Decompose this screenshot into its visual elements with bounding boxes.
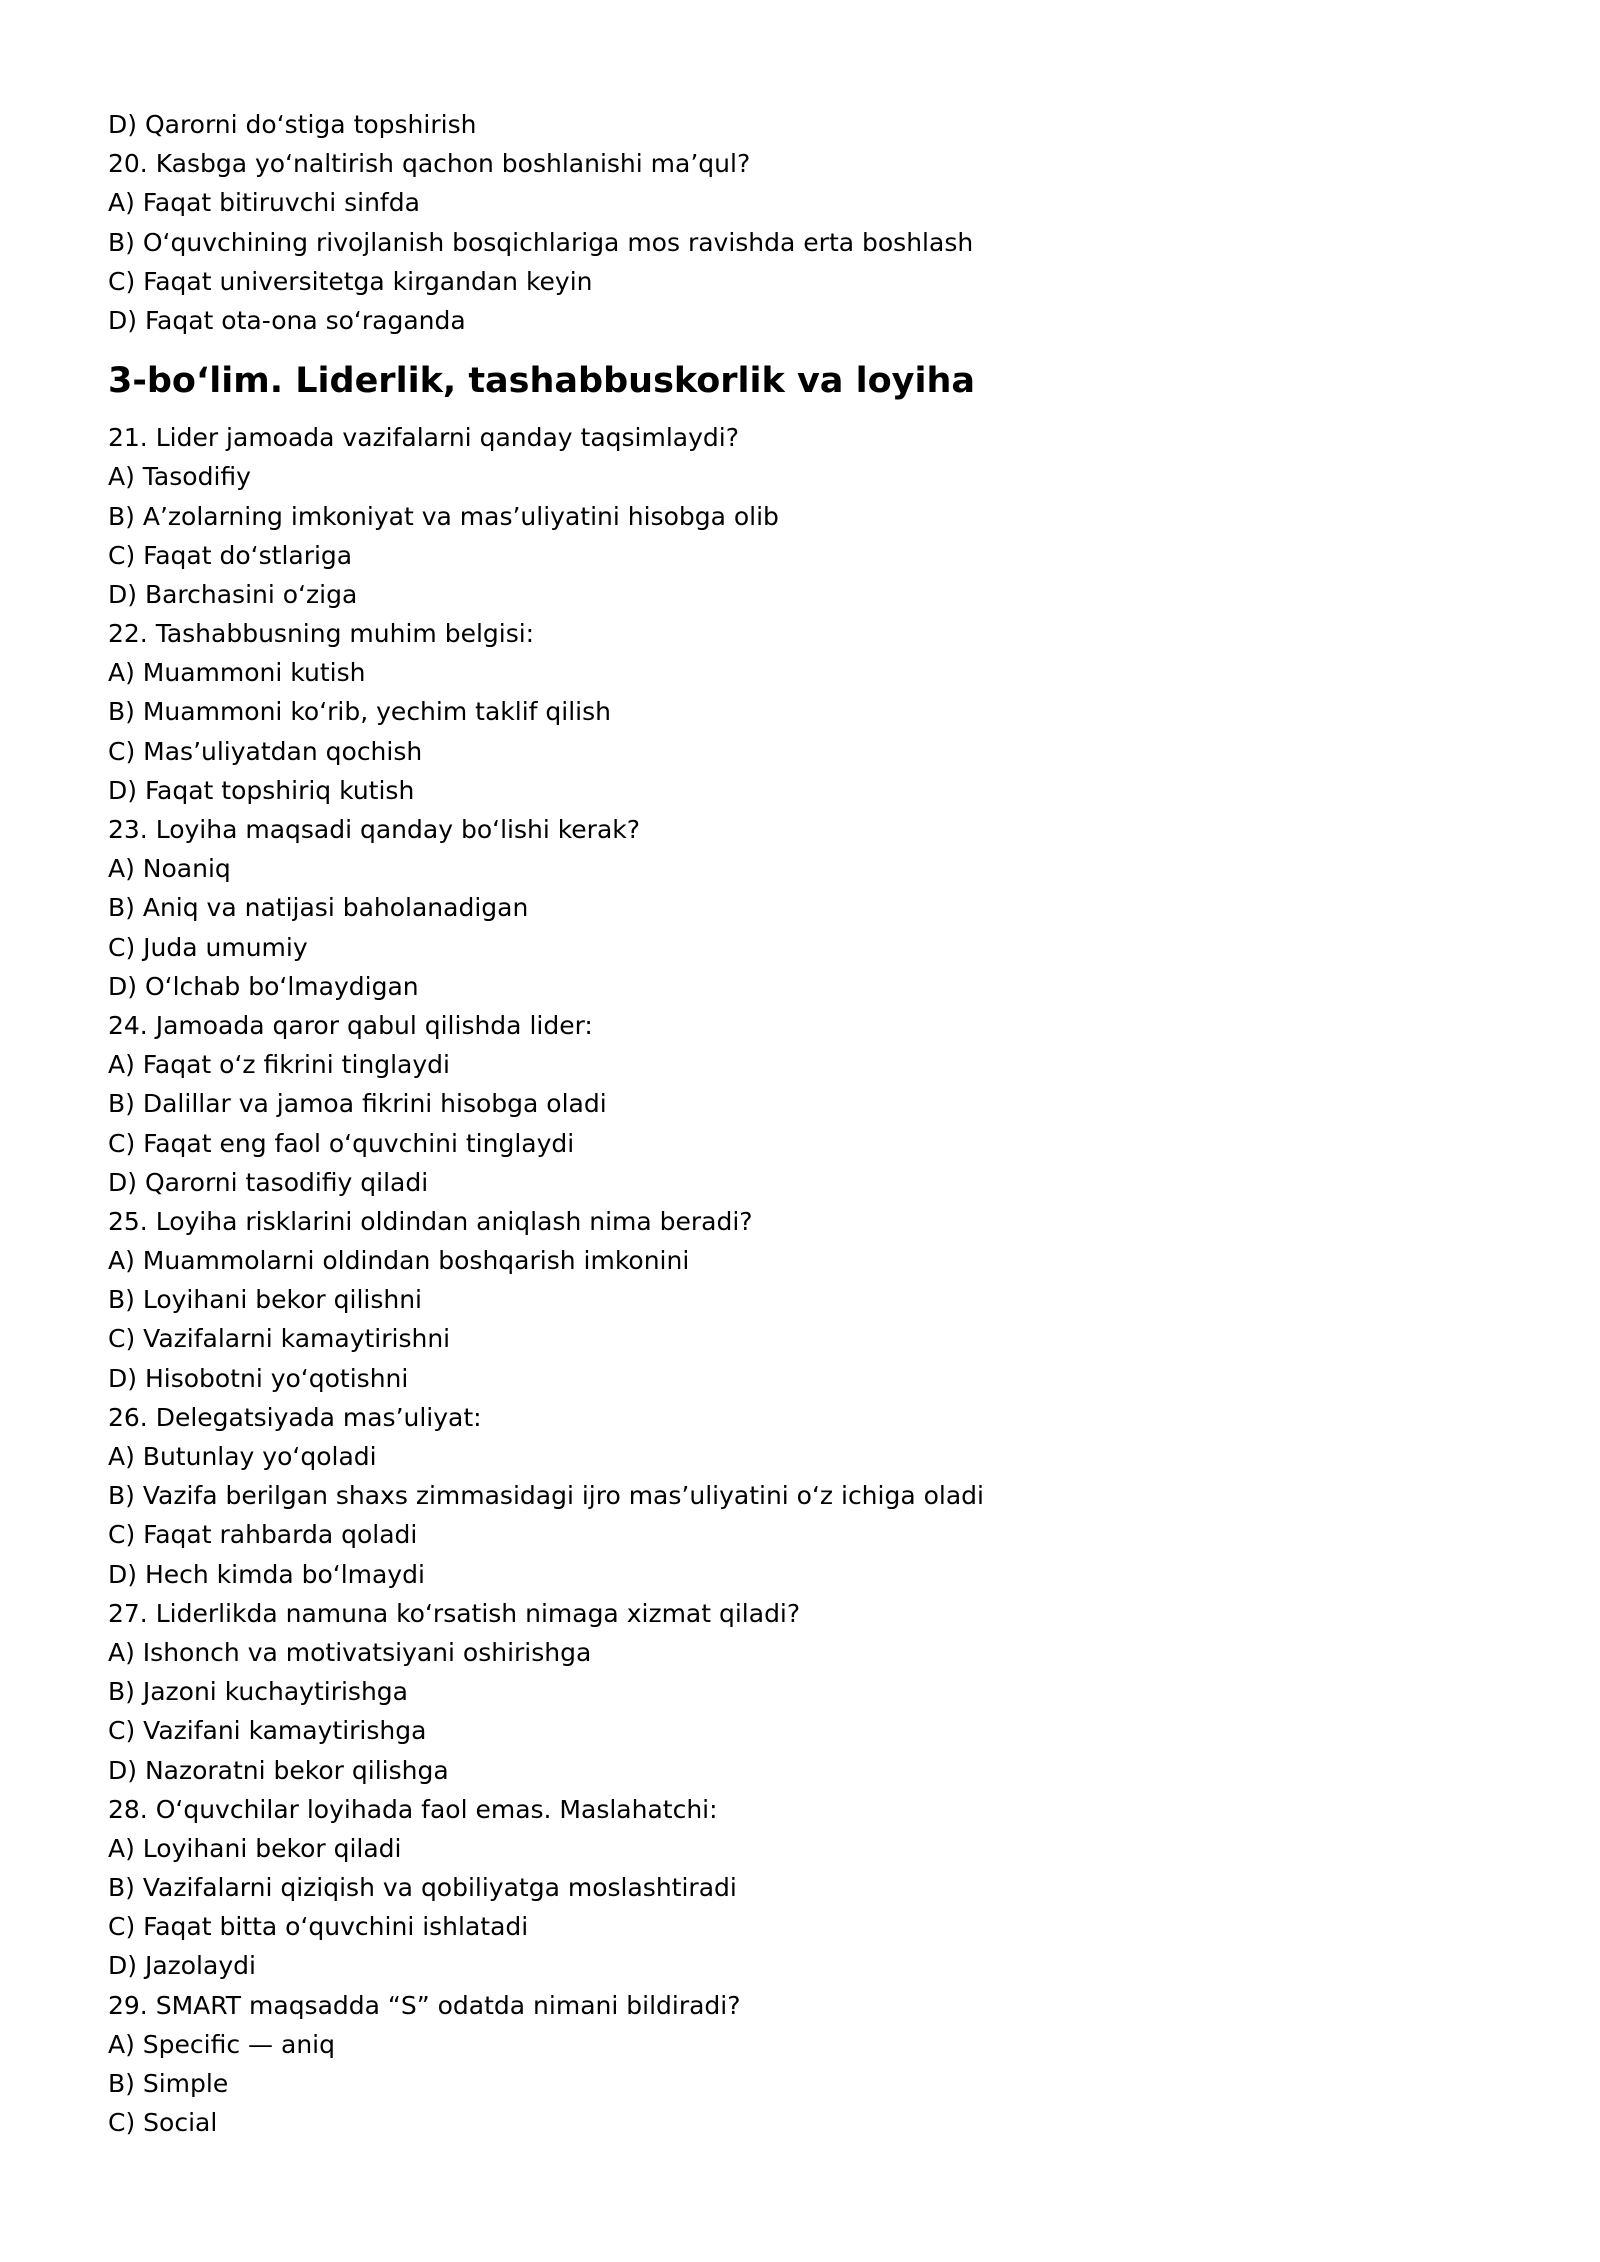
answer-option: D) Faqat topshiriq kutish — [108, 775, 415, 805]
question-line: 20. Kasbga yo‘naltirish qachon boshlanishi ma’qul? — [108, 149, 751, 179]
answer-option: C) Juda umumiy — [108, 932, 308, 962]
question-line: 25. Loyiha risklarini oldindan aniqlash nima beradi? — [108, 1206, 753, 1236]
answer-option: B) Vazifa berilgan shaxs zimmasidagi ijro mas’uliyatini o‘z ichiga oladi — [108, 1481, 984, 1511]
answer-option: B) Muammoni ko‘rib, yechim taklif qilish — [108, 697, 611, 727]
document-page — [108, 105, 1508, 2142]
answer-option: D) Hisobotni yo‘qotishni — [108, 1363, 409, 1393]
question-line: 24. Jamoada qaror qabul qilishda lider: — [108, 1010, 593, 1040]
answer-option: B) Loyihani bekor qilishni — [108, 1285, 423, 1315]
answer-option: A) Tasodifiy — [108, 462, 251, 492]
question-line: 29. SMART maqsadda “S” odatda nimani bildiradi? — [108, 1990, 741, 2020]
answer-option: C) Social — [108, 2108, 218, 2138]
answer-option: B) O‘quvchining rivojlanish bosqichlariga mos ravishda erta boshlash — [108, 227, 974, 257]
answer-option: C) Vazifalarni kamaytirishni — [108, 1324, 451, 1354]
answer-option: D) Qarorni do‘stiga topshirish — [108, 110, 477, 139]
answer-option: C) Faqat rahbarda qoladi — [108, 1520, 418, 1550]
answer-option: C) Faqat do‘stlariga — [108, 540, 353, 570]
answer-option: A) Specific — aniq — [108, 2029, 335, 2059]
answer-option: D) O‘lchab bo‘lmaydigan — [108, 971, 419, 1001]
answer-option: C) Faqat universitetga kirgandan keyin — [108, 266, 593, 296]
question-line: 28. O‘quvchilar loyihada faol emas. Maslahatchi: — [108, 1794, 718, 1824]
question-list — [108, 418, 1508, 2142]
answer-option: D) Faqat ota-ona so‘raganda — [108, 305, 466, 335]
answer-option: C) Faqat bitta o‘quvchini ishlatadi — [108, 1912, 529, 1942]
question-line: 26. Delegatsiyada mas’uliyat: — [108, 1402, 482, 1432]
answer-option: B) Vazifalarni qiziqish va qobiliyatga moslashtiradi — [108, 1873, 737, 1903]
answer-option: B) Simple — [108, 2069, 229, 2098]
answer-option: A) Noaniq — [108, 854, 231, 884]
top-block — [108, 105, 1508, 340]
answer-option: A) Faqat bitiruvchi sinfda — [108, 188, 420, 218]
answer-option: A) Ishonch va motivatsiyani oshirishga — [108, 1637, 592, 1667]
answer-option: D) Barchasini o‘ziga — [108, 579, 358, 609]
answer-option: D) Hech kimda bo‘lmaydi — [108, 1559, 425, 1589]
answer-option: D) Qarorni tasodifiy qiladi — [108, 1167, 429, 1197]
answer-option: C) Faqat eng faol o‘quvchini tinglaydi — [108, 1128, 575, 1158]
answer-option: A) Butunlay yo‘qoladi — [108, 1442, 377, 1471]
answer-option: A) Loyihani bekor qiladi — [108, 1833, 402, 1863]
answer-option: B) Dalillar va jamoa fikrini hisobga oladi — [108, 1089, 607, 1119]
answer-option: A) Muammolarni oldindan boshqarish imkonini — [108, 1246, 690, 1276]
answer-option: B) A’zolarning imkoniyat va mas’uliyatini hisobga olib — [108, 501, 779, 531]
section-heading: 3-bo‘lim. Liderlik, tashabbuskorlik va loyiha — [108, 361, 976, 402]
answer-option: A) Muammoni kutish — [108, 658, 366, 688]
question-line: 27. Liderlikda namuna ko‘rsatish nimaga xizmat qiladi? — [108, 1598, 801, 1628]
question-line: 21. Lider jamoada vazifalarni qanday taqsimlaydi? — [108, 423, 739, 453]
question-line: 22. Tashabbusning muhim belgisi: — [108, 619, 535, 649]
answer-option: C) Vazifani kamaytirishga — [108, 1716, 427, 1746]
answer-option: A) Faqat o‘z fikrini tinglaydi — [108, 1050, 450, 1080]
question-line: 23. Loyiha maqsadi qanday bo‘lishi kerak? — [108, 815, 641, 844]
answer-option: C) Mas’uliyatdan qochish — [108, 736, 423, 766]
answer-option: B) Jazoni kuchaytirishga — [108, 1677, 408, 1707]
answer-option: D) Nazoratni bekor qilishga — [108, 1755, 449, 1785]
answer-option: D) Jazolaydi — [108, 1951, 256, 1981]
answer-option: B) Aniq va natijasi baholanadigan — [108, 893, 529, 923]
